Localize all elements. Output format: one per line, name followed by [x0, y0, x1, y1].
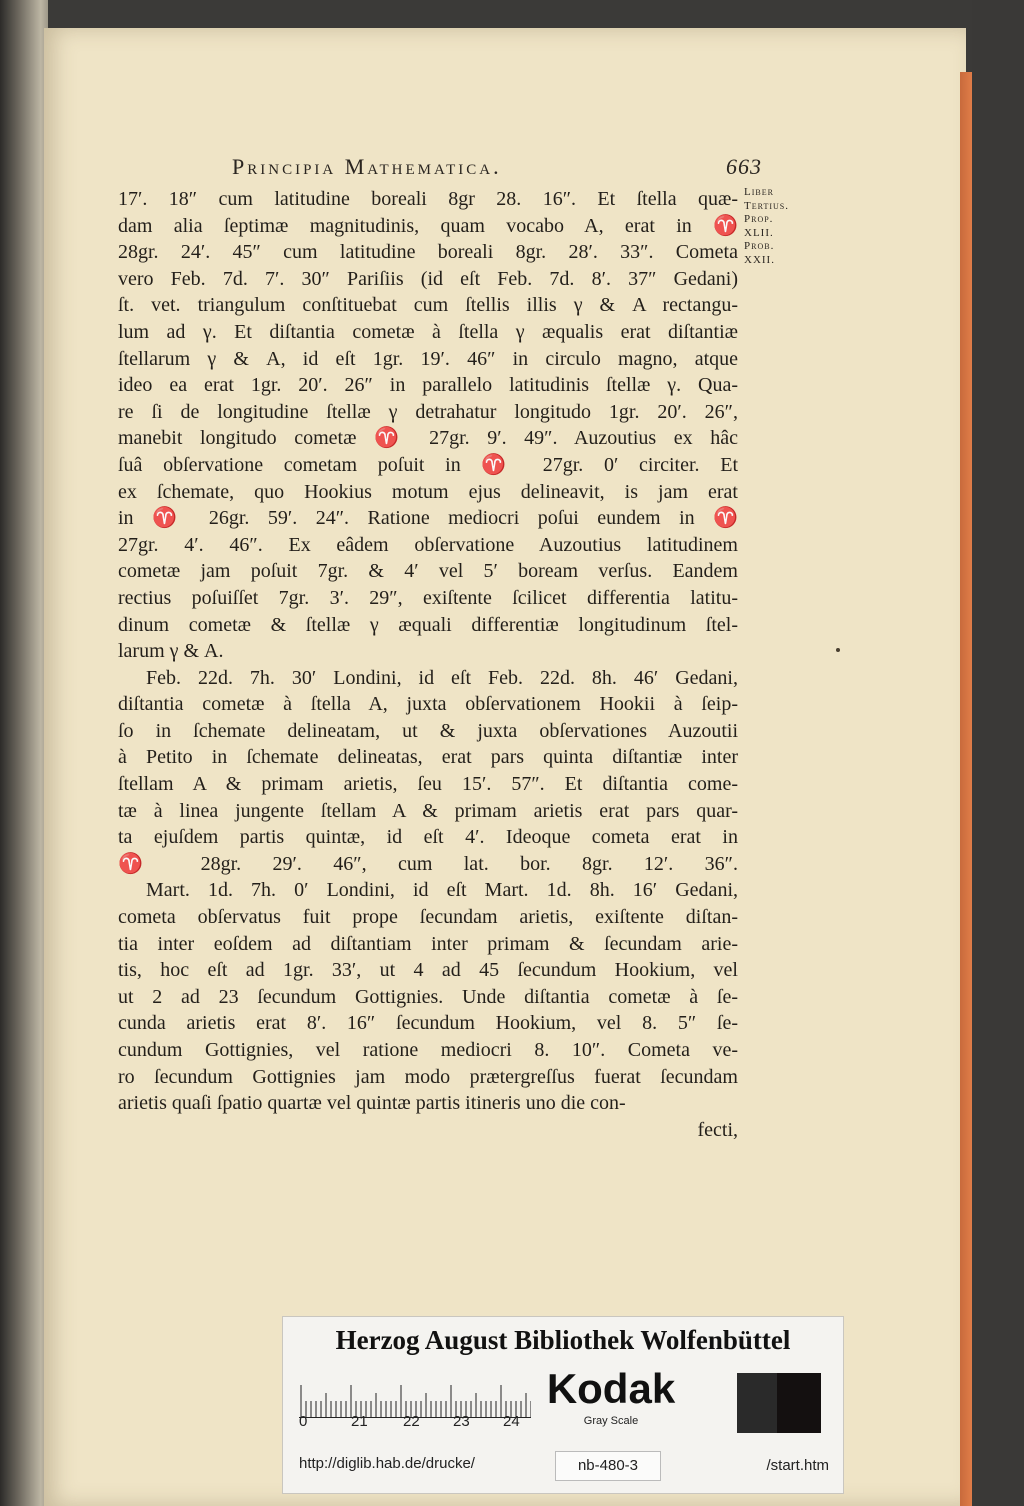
- margin-line: XXII.: [744, 253, 775, 266]
- ruler-label: 21: [351, 1413, 368, 1430]
- text-line: cundum Gottignies, vel ratione mediocri 8. 10″. Cometa ve-: [118, 1039, 738, 1061]
- text-line: tia inter eoſdem ad diſtantiam inter primam & ſecundam arie-: [118, 932, 738, 955]
- gray-swatch-black: [777, 1373, 821, 1433]
- text-line: 17′. 18″ cum latitudine boreali 8gr 28. 16″. Et ſtella quæ-: [118, 188, 738, 210]
- text-line: re ſi de longitudine ſtellæ γ detrahatur longitudo 1gr. 20′. 26″,: [118, 400, 738, 423]
- text-line: vero Feb. 7d. 7′. 30″ Pariſiis (id eſt Feb. 7d. 8′. 37″ Gedani): [118, 267, 738, 290]
- library-url[interactable]: http://diglib.hab.de/drucke/: [299, 1455, 475, 1472]
- scale-ruler: [299, 1373, 531, 1418]
- text-line: cometæ jam poſuit 7gr. & 4′ vel 5′ boream verſus. Eandem: [118, 560, 738, 583]
- text-line: dam alia ſeptimæ magnitudinis, quam vocabo A, erat in ♈: [118, 214, 738, 237]
- ruler-label: 0: [299, 1413, 308, 1430]
- text-line: cometa obſervatus fuit prope ſecundam arietis, exiſtente diſtan-: [118, 906, 738, 929]
- text-line: ſuâ obſervatione cometam poſuit in ♈ 27gr. 0′ circiter. Et: [118, 453, 738, 476]
- text-line: in ♈ 26gr. 59′. 24″. Ratione mediocri poſui eundem in ♈: [118, 507, 738, 530]
- text-line: ro ſecundum Gottignies jam modo prætergreſſus fuerat ſecundam: [118, 1065, 738, 1088]
- text-line: Feb. 22d. 7h. 30′ Londini, id eſt Feb. 22d. 8h. 46′ Gedani,: [146, 666, 738, 689]
- running-title: Principia Mathematica.: [232, 154, 502, 179]
- margin-note: [744, 186, 824, 267]
- kodak-logo: Kodak: [546, 1365, 676, 1412]
- text-line: tis, hoc eſt ad 1gr. 33′, ut 4 ad 45 ſecundum Hookium, vel: [118, 959, 738, 982]
- text-line: 27gr. 4′. 46″. Ex eâdem obſervatione Auzoutius latitudinem: [118, 533, 738, 556]
- start-link[interactable]: /start.htm: [766, 1457, 829, 1474]
- library-name: Herzog August Bibliothek Wolfenbüttel: [335, 1325, 791, 1355]
- text-line: cunda arietis erat 8′. 16″ ſecundum Hookium, vel 8. 5″ ſe-: [118, 1012, 738, 1035]
- text-line: larum γ & A.: [118, 640, 224, 663]
- shelfmark-id: nb-480-3: [555, 1451, 661, 1481]
- ruler-ticks: [299, 1373, 531, 1417]
- running-header: [232, 148, 762, 184]
- ruler-label: 24: [503, 1413, 520, 1430]
- library-color-card: [282, 1316, 844, 1494]
- text-line: Mart. 1d. 7h. 0′ Londini, id eſt Mart. 1d. 8h. 16′ Gedani,: [146, 879, 738, 902]
- margin-line: Tertius.: [744, 199, 789, 212]
- margin-line: Liber: [744, 186, 774, 198]
- gray-scale-label: Gray Scale: [583, 1415, 639, 1427]
- paper-speck: [836, 648, 840, 652]
- body-text: [118, 186, 738, 1143]
- text-line: tæ à linea jungente ſtellam A & primam arietis erat pars quar-: [118, 799, 738, 822]
- page-number: 663: [726, 154, 762, 179]
- text-line: ſt. vet. triangulum conſtituebat cum ſtellis illis γ & A rectangu-: [118, 294, 738, 317]
- text-line: manebit longitudo cometæ ♈ 27gr. 9′. 49″. Auzoutius ex hâc: [118, 427, 738, 450]
- margin-line: Prop.: [744, 213, 774, 225]
- text-line: à Petito in ſchemate delineatas, erat pars quinta diſtantiæ inter: [118, 746, 738, 769]
- page-edge: [960, 72, 972, 1506]
- text-line: 28gr. 24′. 45″ cum latitudine boreali 8gr. 28′. 33″. Cometa: [118, 241, 738, 264]
- ruler-label: 22: [403, 1413, 420, 1430]
- book-gutter: [0, 0, 48, 1506]
- text-line: diſtantia cometæ à ſtella A, juxta obſervationem Hookii à ſeip-: [118, 693, 738, 716]
- text-line: rectius poſuiſſet 7gr. 3′. 29″, exiſtente ſcilicet differentia latitu-: [118, 586, 738, 609]
- text-line: ♈ 28gr. 29′. 46″, cum lat. bor. 8gr. 12′. 36″.: [118, 852, 738, 875]
- text-line: fecti,: [697, 1118, 738, 1141]
- text-line: ideo ea erat 1gr. 20′. 26″ in parallelo latitudinis ſtellæ γ. Qua-: [118, 374, 738, 397]
- text-line: lum ad γ. Et diſtantia cometæ à ſtella γ æqualis erat diſtantiæ: [118, 320, 738, 343]
- margin-line: XLII.: [744, 226, 774, 239]
- ruler-label: 23: [453, 1413, 470, 1430]
- gray-swatch-dark: [737, 1373, 777, 1433]
- scan-background: [972, 0, 1024, 1506]
- text-line: arietis quaſi ſpatio quartæ vel quintæ partis itineris uno die con-: [118, 1092, 626, 1115]
- margin-line: Prob.: [744, 240, 775, 252]
- text-line: ex ſchemate, quo Hookius motum ejus delineavit, is jam erat: [118, 480, 738, 503]
- text-line: ſtellarum γ & A, id eſt 1gr. 19′. 46″ in circulo magno, atque: [118, 347, 738, 370]
- text-line: ſo in ſchemate delineatam, ut & juxta obſervationes Auzoutii: [118, 719, 738, 742]
- text-line: dinum cometæ & ſtellæ γ æquali differentiæ longitudinum ſtel-: [118, 613, 738, 636]
- text-line: ſtellam A & primam arietis, ſeu 15′. 57″. Et diſtantia come-: [118, 773, 738, 796]
- card-footer: [283, 1445, 843, 1485]
- text-line: ta ejuſdem partis quintæ, id eſt 4′. Ideoque cometa erat in: [118, 826, 738, 849]
- text-line: ut 2 ad 23 ſecundum Gottignies. Unde diſtantia cometæ à ſe-: [118, 985, 738, 1008]
- ruler-labels: [299, 1413, 539, 1435]
